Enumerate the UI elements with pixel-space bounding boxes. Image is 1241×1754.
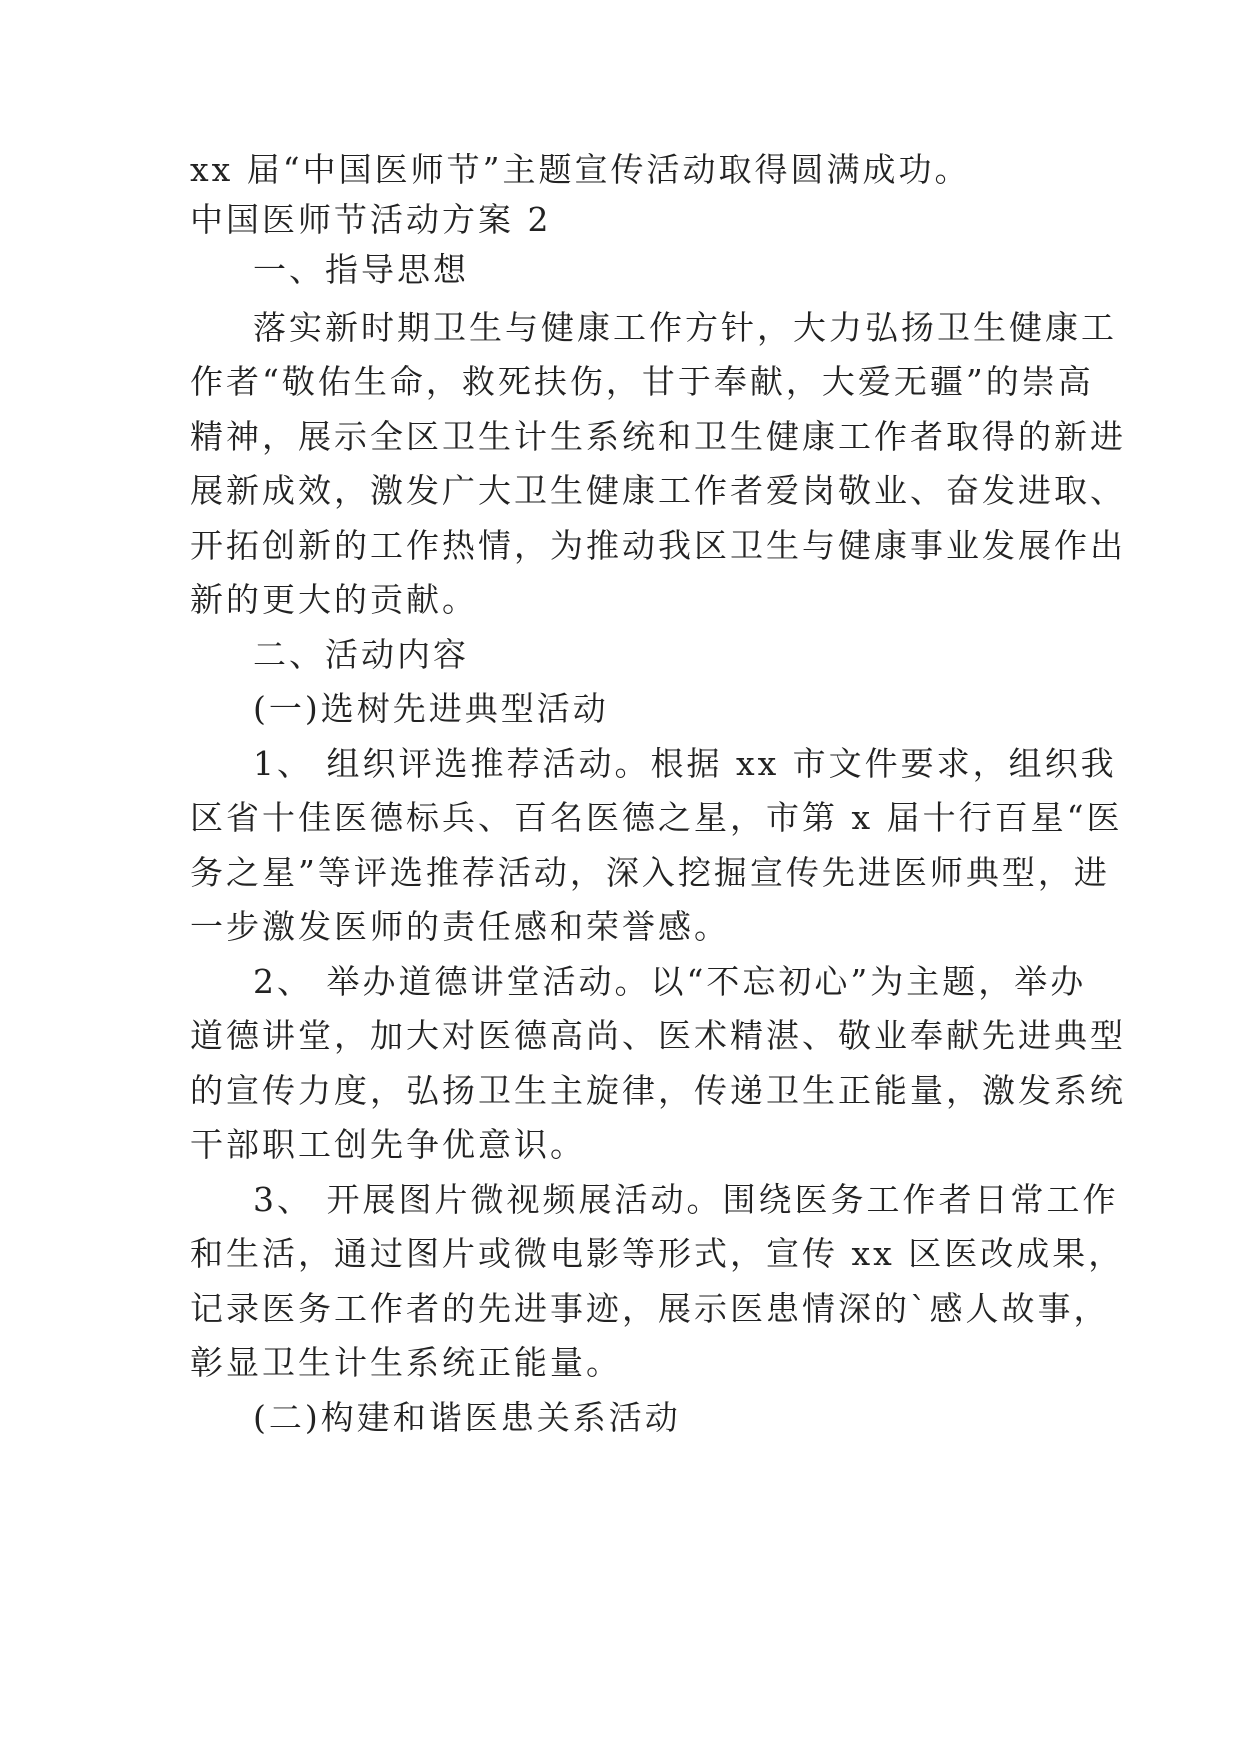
paragraph-line: 落实新时期卫生与健康工作方针，大力弘扬卫生健康工 xyxy=(253,308,1117,347)
paragraph-line: 3、 开展图片微视频展活动。围绕医务工作者日常工作 xyxy=(253,1180,1119,1219)
paragraph-line: 精神，展示全区卫生计生系统和卫生健康工作者取得的新进 xyxy=(190,417,1126,456)
paragraph-line: 新的更大的贡献。 xyxy=(190,580,478,619)
paragraph-line: 彰显卫生计生系统正能量。 xyxy=(190,1343,622,1382)
paragraph-line: 道德讲堂，加大对医德高尚、医术精湛、敬业奉献先进典型 xyxy=(190,1016,1126,1055)
paragraph-line: 和生活，通过图片或微电影等形式，宣传 xx 区医改成果， xyxy=(190,1234,1125,1273)
heading-activity-content: 二、活动内容 xyxy=(253,635,469,674)
paragraph-line: 干部职工创先争优意识。 xyxy=(190,1125,586,1164)
paragraph-line: 区省十佳医德标兵、百名医德之星，市第 x 届十行百星“医 xyxy=(190,798,1123,837)
subheading-1: (一)选树先进典型活动 xyxy=(253,689,609,728)
paragraph-line: 开拓创新的工作热情，为推动我区卫生与健康事业发展作出 xyxy=(190,526,1126,565)
paragraph-line: 2、 举办道德讲堂活动。以“不忘初心”为主题，举办 xyxy=(253,962,1087,1001)
paragraph-line: 务之星”等评选推荐活动，深入挖掘宣传先进医师典型，进 xyxy=(190,853,1110,892)
section-title: 中国医师节活动方案 2 xyxy=(190,200,552,239)
text-line: xx 届“中国医师节”主题宣传活动取得圆满成功。 xyxy=(190,150,971,189)
paragraph-line: 一步激发医师的责任感和荣誉感。 xyxy=(190,907,730,946)
paragraph-line: 展新成效，激发广大卫生健康工作者爱岗敬业、奋发进取、 xyxy=(190,471,1126,510)
subheading-2: (二)构建和谐医患关系活动 xyxy=(253,1398,681,1437)
paragraph-line: 作者“敬佑生命，救死扶伤，甘于奉献，大爱无疆”的崇高 xyxy=(190,362,1094,401)
paragraph-line: 的宣传力度，弘扬卫生主旋律，传递卫生正能量，激发系统 xyxy=(190,1071,1126,1110)
paragraph-line: 记录医务工作者的先进事迹，展示医患情深的`感人故事， xyxy=(190,1289,1110,1328)
heading-guiding-ideology: 一、指导思想 xyxy=(253,250,469,289)
paragraph-line: 1、 组织评选推荐活动。根据 xx 市文件要求，组织我 xyxy=(253,744,1117,783)
